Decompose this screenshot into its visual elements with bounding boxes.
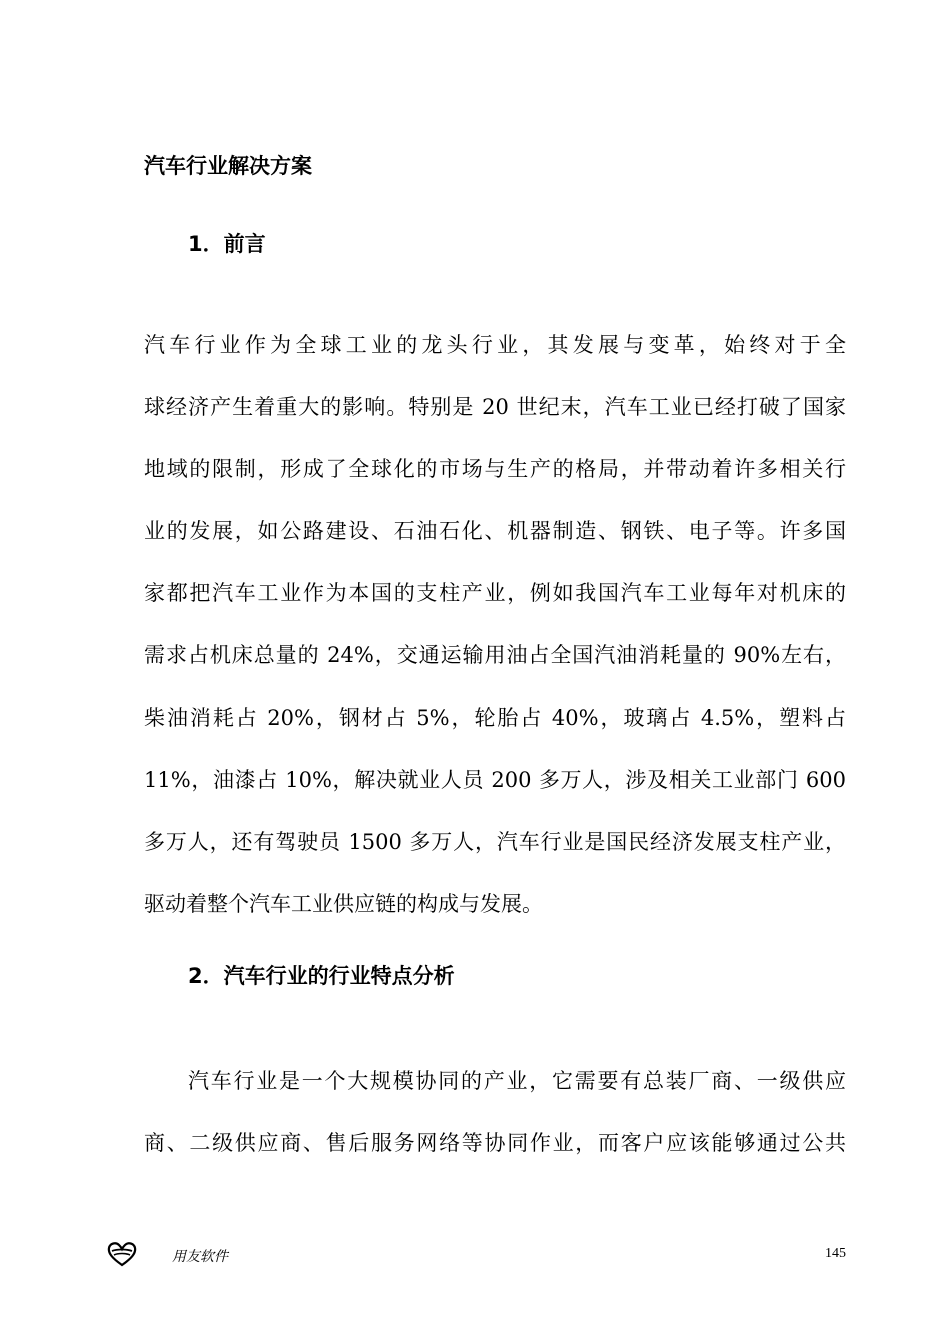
paragraph-line: 柴油消耗占 20%，钢材占 5%，轮胎占 40%，玻璃占 4.5%，塑料占: [144, 706, 846, 730]
footer-company-name: 用友软件: [172, 1249, 228, 1265]
paragraph-line: 驱动着整个汽车工业供应链的构成与发展。: [144, 892, 543, 916]
paragraph-line: 地域的限制，形成了全球化的市场与生产的格局，并带动着许多相关行: [144, 457, 846, 481]
paragraph-line: 球经济产生着重大的影响。特别是 20 世纪末，汽车工业已经打破了国家: [144, 395, 846, 419]
paragraph-line: 家都把汽车工业作为本国的支柱产业，例如我国汽车工业每年对机床的: [144, 581, 846, 605]
paragraph-line: 汽车行业作为全球工业的龙头行业，其发展与变革，始终对于全: [144, 333, 846, 357]
paragraph-line: 11%，油漆占 10%，解决就业人员 200 多万人，涉及相关工业部门 600: [144, 768, 846, 792]
paragraph-line: 业的发展，如公路建设、石油石化、机器制造、钢铁、电子等。许多国: [144, 519, 846, 543]
paragraph-line: 多万人，还有驾驶员 1500 多万人，汽车行业是国民经济发展支柱产业，: [144, 830, 846, 854]
document-title: 汽车行业解决方案: [144, 154, 312, 178]
paragraph-line: 需求占机床总量的 24%，交通运输用油占全国汽油消耗量的 90%左右，: [144, 643, 846, 667]
paragraph-line: 商、二级供应商、售后服务网络等协同作业，而客户应该能够通过公共: [144, 1131, 846, 1155]
page-footer: [0, 1240, 950, 1280]
heart-logo-icon: [106, 1240, 138, 1268]
section-heading-preface: 1．前言: [188, 232, 266, 256]
page-number: 145: [825, 1246, 846, 1261]
paragraph-line: 汽车行业是一个大规模协同的产业，它需要有总装厂商、一级供应: [188, 1069, 846, 1093]
section-heading-industry-analysis: 2．汽车行业的行业特点分析: [188, 964, 455, 988]
